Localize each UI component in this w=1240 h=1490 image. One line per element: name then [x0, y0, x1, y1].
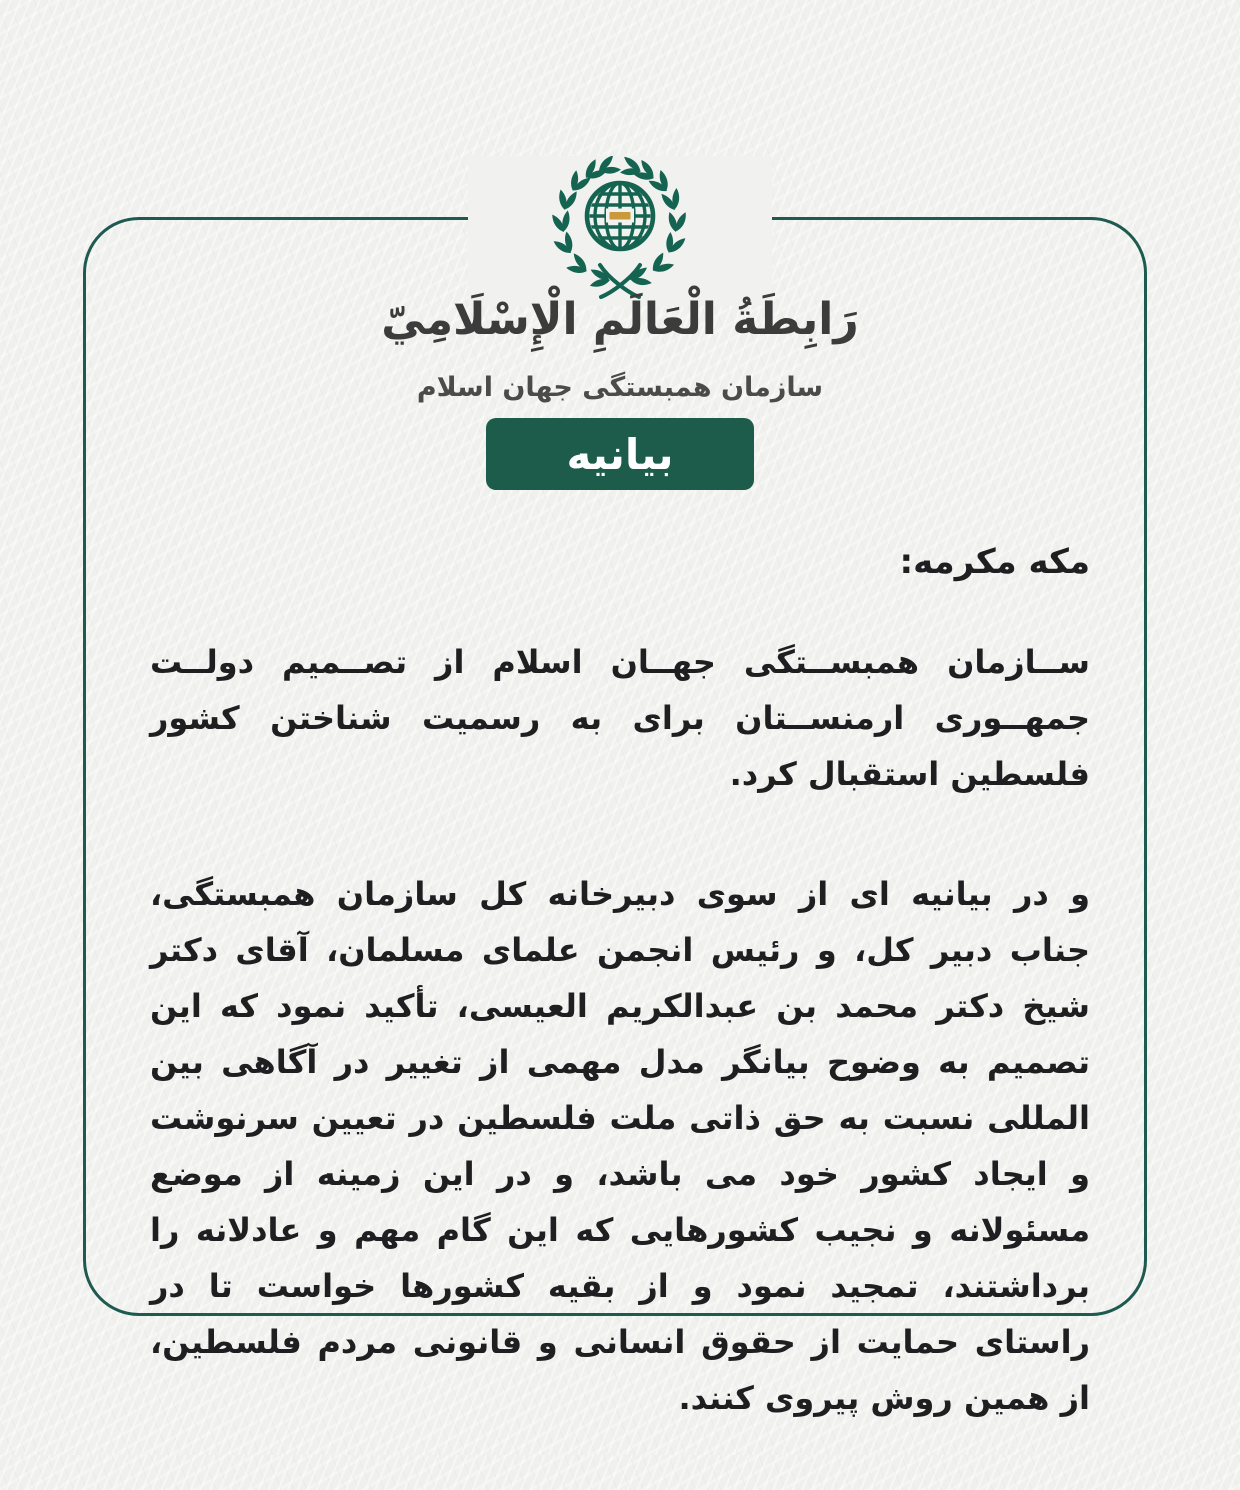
statement-banner [486, 418, 754, 490]
paragraph-detail: و در بیانیه ای از سوی دبیرخانه کل سازمان همبستگی، جناب دبیر کل، و رئیس انجمن علمای مسلمان، آقای دکتر شیخ دکتر محمد بن عبدالکریم العیسی، تأکید نمود که این تصمیم به وضوح بیانگر مدل مهمی از تغییر در آگاهی بین المللی نسبت به حق ذاتی ملت فلسطین در تعیین سرنوشت و ایجاد کشور خود می باشد، و در این زمینه از موضع مسئولانه و نجیب کشورهایی که این گام مهم و عادلانه را برداشتند، تمجید نمود و از بقیه کشورها خواست تا در راستای حمایت از حقوق انسانی و قانونی مردم فلسطین، از همین روش پیروی کنند. [150, 875, 1090, 1417]
mwl-wreath-globe-icon [545, 156, 695, 306]
mwl-logo [468, 156, 772, 306]
kaaba-gold-band [610, 212, 631, 220]
organization-name: سازمان همبستگی جهان اسلام [416, 372, 824, 403]
dateline: مکه مکرمه: [899, 542, 1090, 582]
statement-body [150, 542, 1090, 1490]
banner-label: بیانیه [566, 429, 674, 479]
paragraph-lead: ســازمان همبســتگی جهــان اسلام از تصــمیم دولــت جمهــوری ارمنســتان برای به رسمیت شناختن کشور فلسطین استقبال کرد. [150, 643, 1090, 793]
calligraphy-title: رَابِطَةُ الْعَالَمِ الْإِسْلَامِيّ [381, 294, 859, 345]
